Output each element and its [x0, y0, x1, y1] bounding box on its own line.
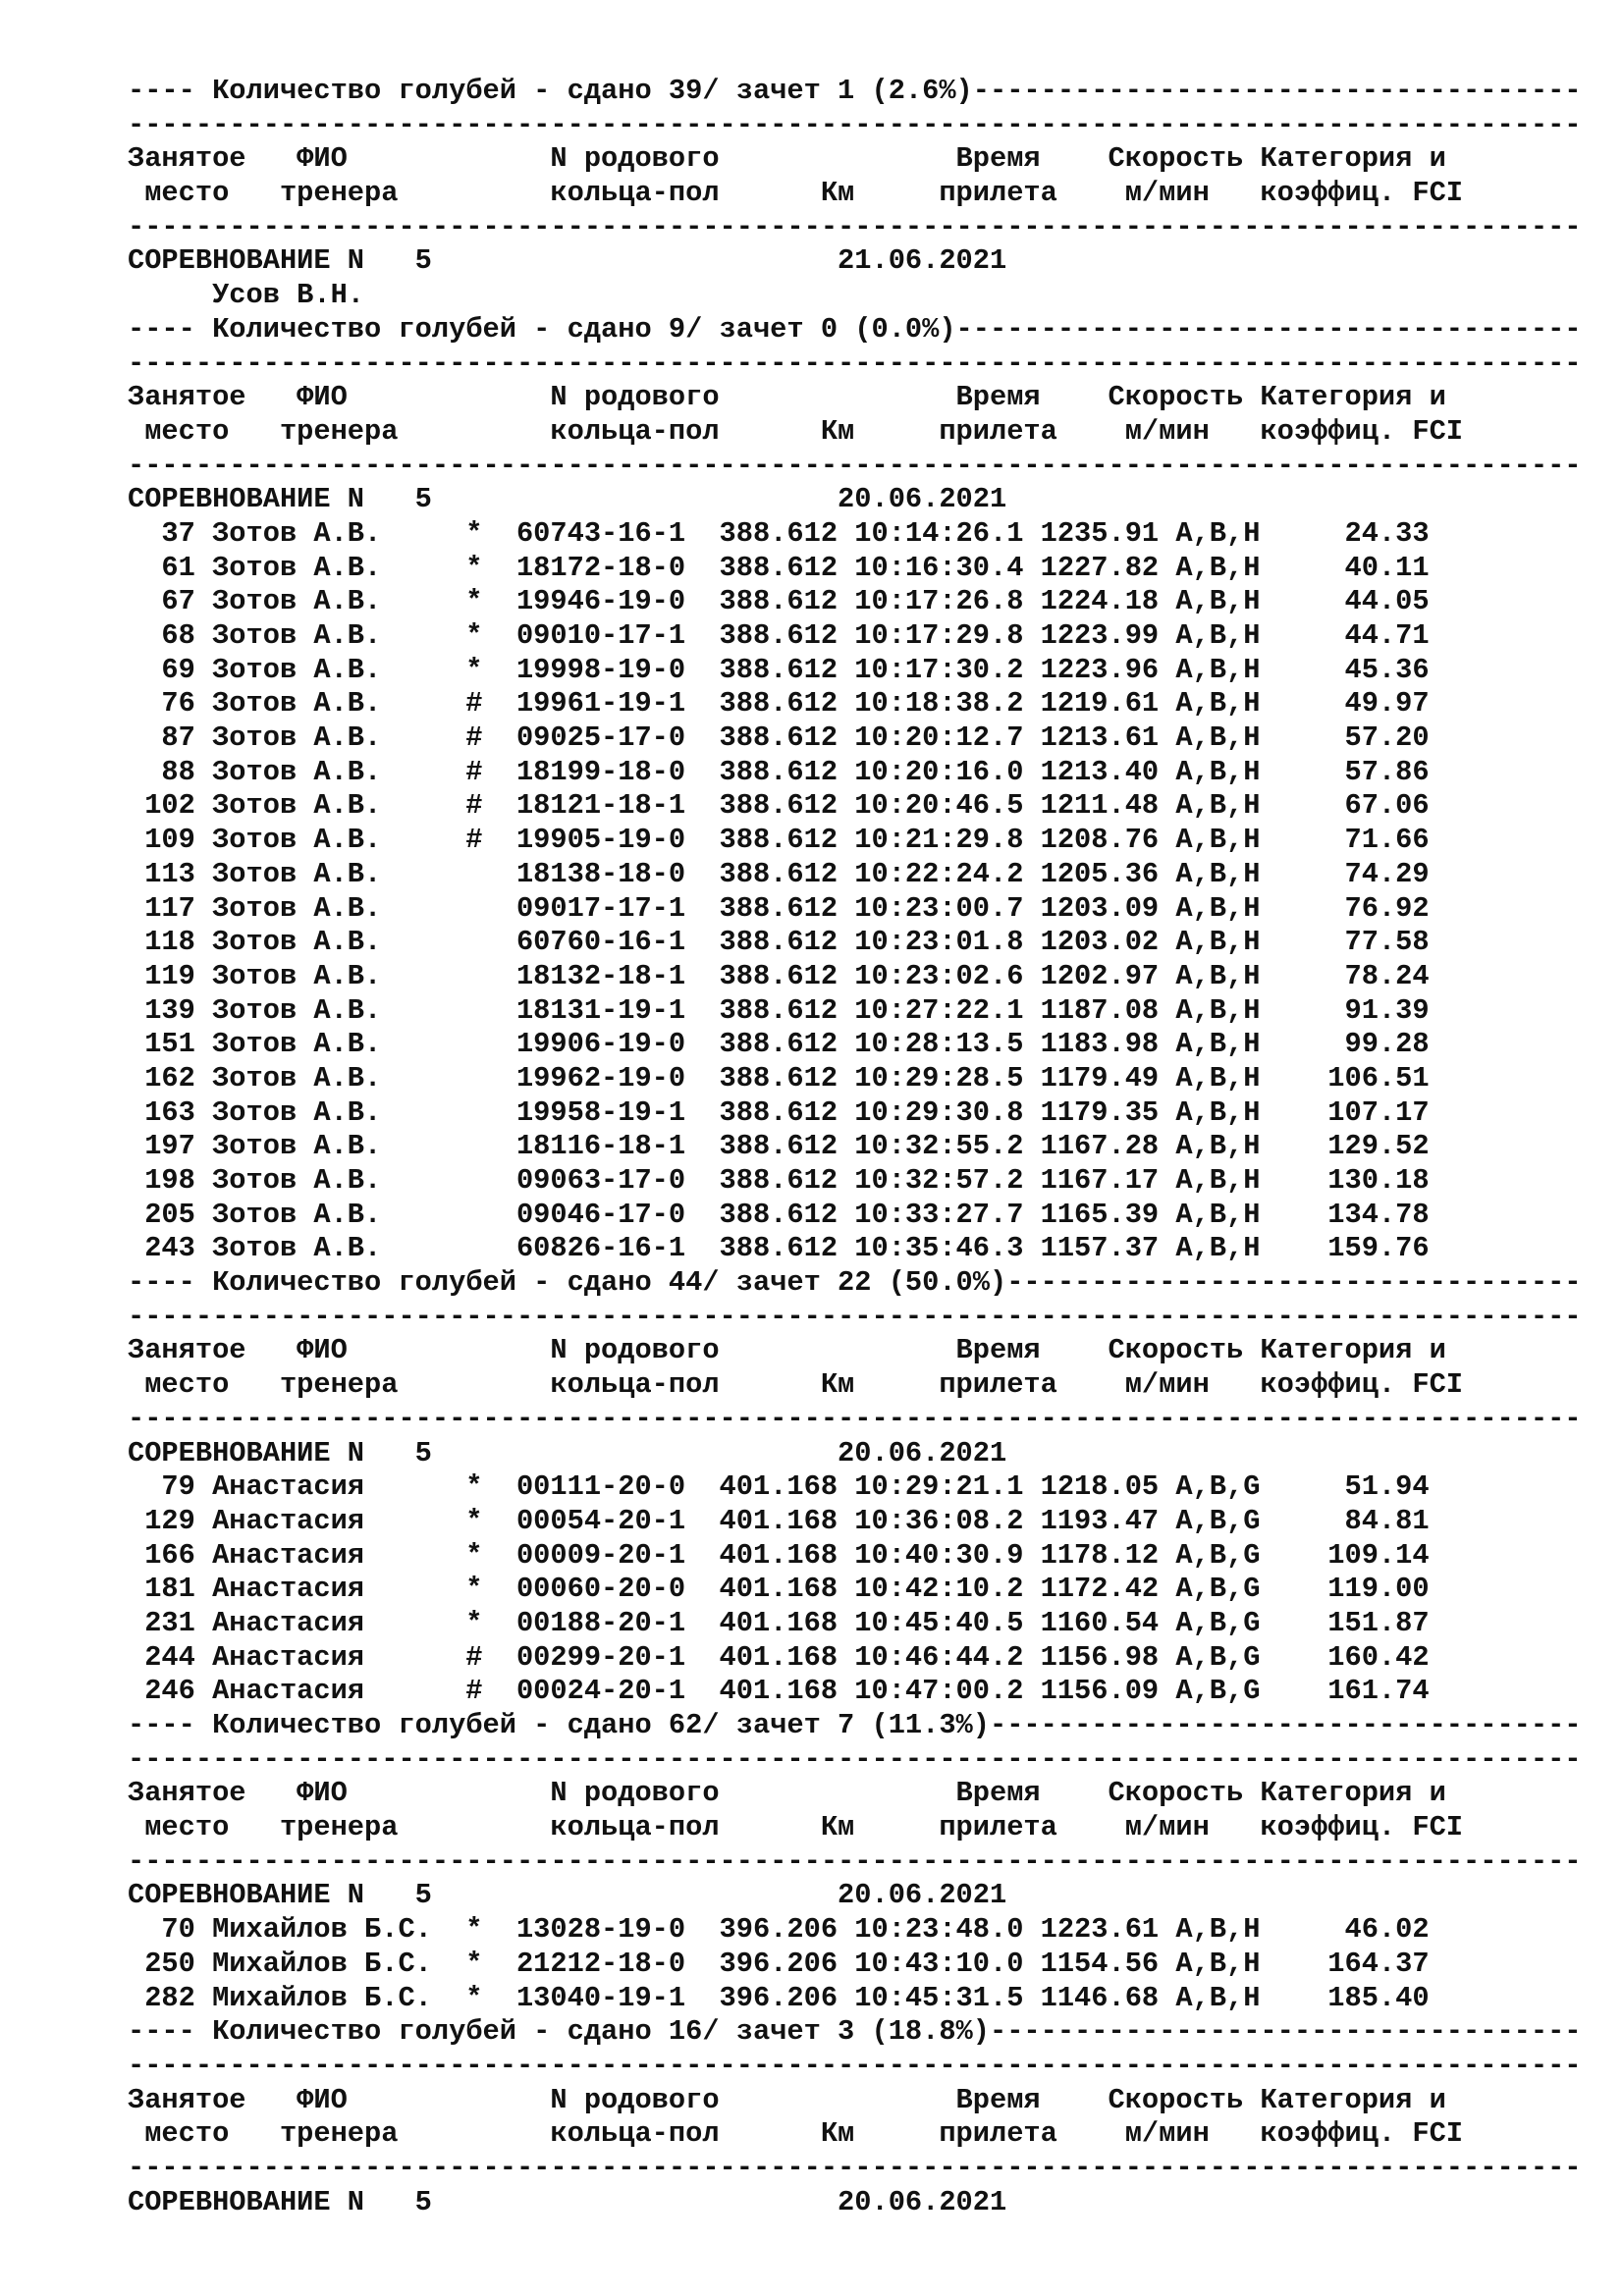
- result-row: 67 Зотов А.В. * 19946-19-0 388.612 10:17:26.8 1224.18 A,B,H 44.05: [128, 585, 1430, 618]
- result-row: 129 Анастасия * 00054-20-1 401.168 10:36:08.2 1193.47 A,B,G 84.81: [128, 1504, 1430, 1537]
- result-row: 243 Зотов А.В. 60826-16-1 388.612 10:35:46.3 1157.37 A,B,H 159.76: [128, 1232, 1430, 1265]
- pigeon-count-summary: ---- Количество голубей - сдано 39/ зачет 1 (2.6%)------------------------------------: [128, 75, 1582, 107]
- result-row: 87 Зотов А.В. # 09025-17-0 388.612 10:20:12.7 1213.61 A,B,H 57.20: [128, 721, 1430, 755]
- result-row: 166 Анастасия * 00009-20-1 401.168 10:40:30.9 1178.12 A,B,G 109.14: [128, 1538, 1430, 1572]
- result-row: 76 Зотов А.В. # 19961-19-1 388.612 10:18:38.2 1219.61 A,B,H 49.97: [128, 687, 1430, 721]
- result-row: 79 Анастасия * 00111-20-0 401.168 10:29:21.1 1218.05 A,B,G 51.94: [128, 1470, 1430, 1504]
- separator-line: --------------------------------------------------------------------------------------: [128, 1402, 1582, 1435]
- table-header-row1: Занятое ФИО N родового Время Скорость Категория и: [128, 142, 1446, 176]
- separator-line: --------------------------------------------------------------------------------------: [128, 1844, 1582, 1878]
- separator-line: --------------------------------------------------------------------------------------: [128, 2151, 1582, 2184]
- result-row: 282 Михайлов Б.С. * 13040-19-1 396.206 10:45:31.5 1146.68 A,B,H 185.40: [128, 1981, 1430, 2014]
- separator-line: --------------------------------------------------------------------------------------: [128, 210, 1582, 243]
- table-header-row2: место тренера кольца-пол Км прилета м/мин коэффиц. FCI: [128, 1368, 1464, 1402]
- result-row: 68 Зотов А.В. * 09010-17-1 388.612 10:17:29.8 1223.99 A,B,H 44.71: [128, 619, 1430, 652]
- result-row: 197 Зотов А.В. 18116-18-1 388.612 10:32:55.2 1167.28 A,B,H 129.52: [128, 1130, 1430, 1163]
- result-row: 244 Анастасия # 00299-20-1 401.168 10:46:44.2 1156.98 A,B,G 160.42: [128, 1640, 1430, 1674]
- competition-heading: СОРЕВНОВАНИЕ N 5 20.06.2021: [128, 1436, 1007, 1469]
- result-row: 181 Анастасия * 00060-20-0 401.168 10:42:10.2 1172.42 A,B,G 119.00: [128, 1573, 1430, 1606]
- separator-line: --------------------------------------------------------------------------------------: [128, 1300, 1582, 1333]
- result-row: 61 Зотов А.В. * 18172-18-0 388.612 10:16:30.4 1227.82 A,B,H 40.11: [128, 551, 1430, 584]
- separator-line: --------------------------------------------------------------------------------------: [128, 347, 1582, 380]
- table-header-row1: Занятое ФИО N родового Время Скорость Категория и: [128, 1777, 1446, 1810]
- result-row: 151 Зотов А.В. 19906-19-0 388.612 10:28:13.5 1183.98 A,B,H 99.28: [128, 1028, 1430, 1061]
- result-row: 246 Анастасия # 00024-20-1 401.168 10:47:00.2 1156.09 A,B,G 161.74: [128, 1675, 1430, 1708]
- results-printout: [128, 75, 1582, 2219]
- result-row: 139 Зотов А.В. 18131-19-1 388.612 10:27:22.1 1187.08 A,B,H 91.39: [128, 993, 1430, 1027]
- result-row: 205 Зотов А.В. 09046-17-0 388.612 10:33:27.7 1165.39 A,B,H 134.78: [128, 1198, 1430, 1231]
- result-row: 117 Зотов А.В. 09017-17-1 388.612 10:23:00.7 1203.09 A,B,H 76.92: [128, 891, 1430, 925]
- result-row: 231 Анастасия * 00188-20-1 401.168 10:45:40.5 1160.54 A,B,G 151.87: [128, 1606, 1430, 1639]
- result-row: 113 Зотов А.В. 18138-18-0 388.612 10:22:24.2 1205.36 A,B,H 74.29: [128, 857, 1430, 890]
- result-row: 88 Зотов А.В. # 18199-18-0 388.612 10:20:16.0 1213.40 A,B,H 57.86: [128, 755, 1430, 788]
- owner-name: Усов В.Н.: [128, 279, 365, 312]
- result-row: 118 Зотов А.В. 60760-16-1 388.612 10:23:01.8 1203.02 A,B,H 77.58: [128, 926, 1430, 959]
- result-row: 102 Зотов А.В. # 18121-18-1 388.612 10:20:46.5 1211.48 A,B,H 67.06: [128, 789, 1430, 823]
- result-row: 69 Зотов А.В. * 19998-19-0 388.612 10:17:30.2 1223.96 A,B,H 45.36: [128, 653, 1430, 686]
- table-header-row2: место тренера кольца-пол Км прилета м/мин коэффиц. FCI: [128, 1811, 1464, 1844]
- competition-heading: СОРЕВНОВАНИЕ N 5 20.06.2021: [128, 483, 1007, 516]
- separator-line: --------------------------------------------------------------------------------------: [128, 1742, 1582, 1776]
- pigeon-count-summary: ---- Количество голубей - сдано 9/ зачет 0 (0.0%)-------------------------------------: [128, 312, 1582, 346]
- result-row: 70 Михайлов Б.С. * 13028-19-0 396.206 10:23:48.0 1223.61 A,B,H 46.02: [128, 1913, 1430, 1947]
- separator-line: --------------------------------------------------------------------------------------: [128, 108, 1582, 141]
- result-row: 250 Михайлов Б.С. * 21212-18-0 396.206 10:43:10.0 1154.56 A,B,H 164.37: [128, 1947, 1430, 1980]
- separator-line: --------------------------------------------------------------------------------------: [128, 2049, 1582, 2082]
- pigeon-count-summary: ---- Количество голубей - сдано 16/ зачет 3 (18.8%)-----------------------------------: [128, 2015, 1582, 2049]
- table-header-row1: Занятое ФИО N родового Время Скорость Категория и: [128, 2083, 1446, 2116]
- result-row: 119 Зотов А.В. 18132-18-1 388.612 10:23:02.6 1202.97 A,B,H 78.24: [128, 959, 1430, 992]
- pigeon-count-summary: ---- Количество голубей - сдано 44/ зачет 22 (50.0%)----------------------------------: [128, 1266, 1582, 1300]
- competition-heading: СОРЕВНОВАНИЕ N 5 21.06.2021: [128, 244, 1007, 278]
- table-header-row2: место тренера кольца-пол Км прилета м/мин коэффиц. FCI: [128, 177, 1464, 210]
- separator-line: --------------------------------------------------------------------------------------: [128, 449, 1582, 482]
- table-header-row2: место тренера кольца-пол Км прилета м/мин коэффиц. FCI: [128, 414, 1464, 448]
- table-header-row2: место тренера кольца-пол Км прилета м/мин коэффиц. FCI: [128, 2117, 1464, 2151]
- competition-heading: СОРЕВНОВАНИЕ N 5 20.06.2021: [128, 1879, 1007, 1912]
- result-row: 37 Зотов А.В. * 60743-16-1 388.612 10:14:26.1 1235.91 A,B,H 24.33: [128, 516, 1430, 550]
- result-row: 162 Зотов А.В. 19962-19-0 388.612 10:29:28.5 1179.49 A,B,H 106.51: [128, 1061, 1430, 1095]
- pigeon-count-summary: ---- Количество голубей - сдано 62/ зачет 7 (11.3%)-----------------------------------: [128, 1709, 1582, 1741]
- table-header-row1: Занятое ФИО N родового Время Скорость Категория и: [128, 381, 1446, 414]
- competition-heading: СОРЕВНОВАНИЕ N 5 20.06.2021: [128, 2185, 1007, 2218]
- result-row: 163 Зотов А.В. 19958-19-1 388.612 10:29:30.8 1179.35 A,B,H 107.17: [128, 1095, 1430, 1129]
- result-row: 109 Зотов А.В. # 19905-19-0 388.612 10:21:29.8 1208.76 A,B,H 71.66: [128, 824, 1430, 857]
- table-header-row1: Занятое ФИО N родового Время Скорость Категория и: [128, 1334, 1446, 1367]
- result-row: 198 Зотов А.В. 09063-17-0 388.612 10:32:57.2 1167.17 A,B,H 130.18: [128, 1164, 1430, 1197]
